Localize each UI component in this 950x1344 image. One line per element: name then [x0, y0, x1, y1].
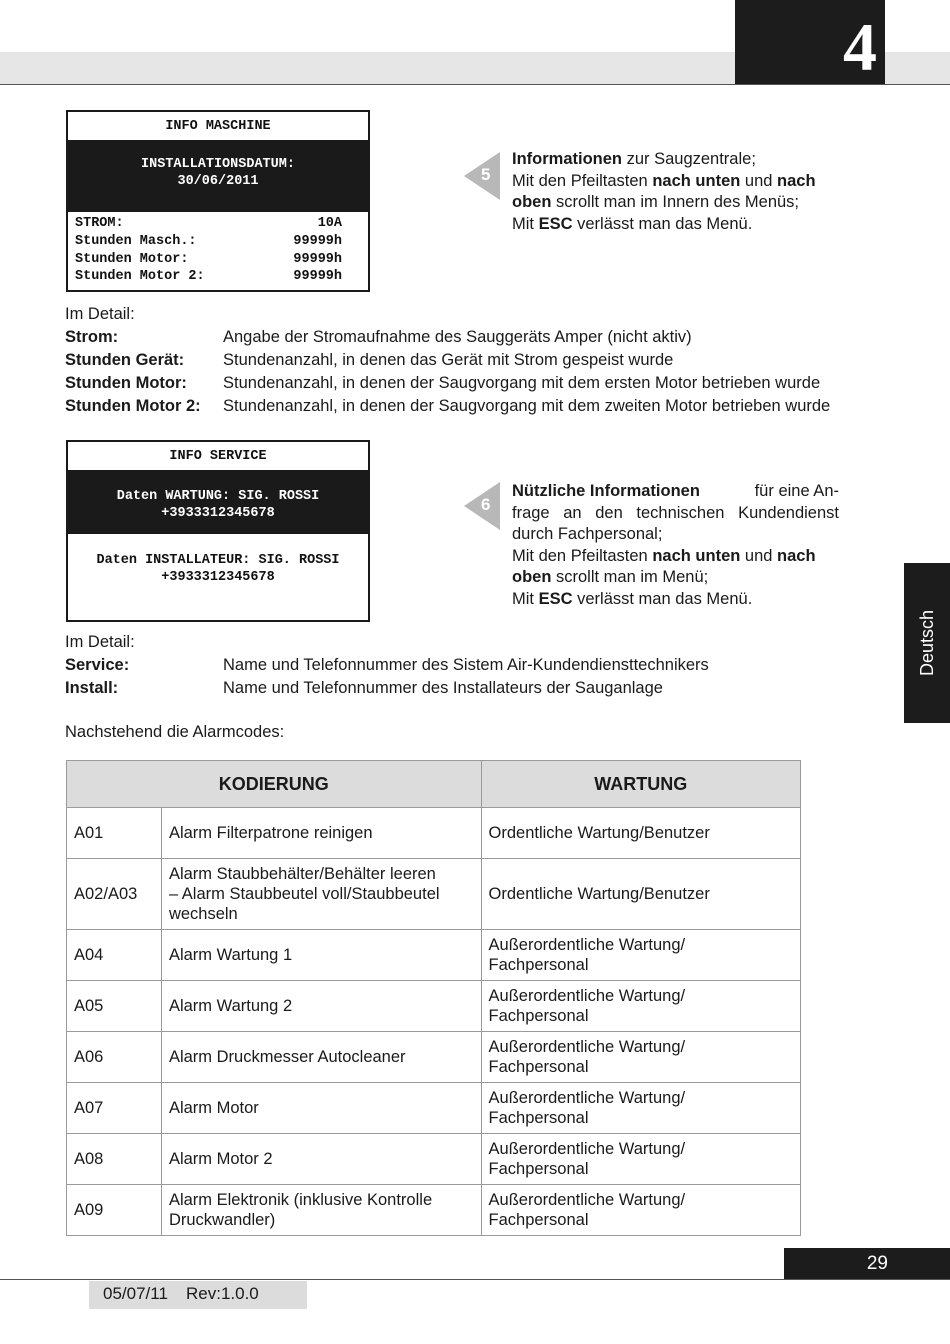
service-line: Außerordentliche Wartung/ [488, 1038, 686, 1056]
language-tab-label: Deutsch [917, 609, 937, 677]
info-maschine-screen [66, 110, 370, 292]
alarm-description: Alarm Filterpatrone reinigen [161, 808, 481, 859]
table-row [67, 1185, 801, 1236]
installation-date-label: INSTALLATIONSDATUM: [141, 157, 295, 172]
info-service-screen [66, 440, 370, 622]
info-maschine-title: INFO MASCHINE [165, 119, 271, 134]
alarm-description: Alarm Druckmesser Autocleaner [161, 1032, 481, 1083]
desc-bold: ESC [538, 589, 573, 608]
desc-text: und [740, 171, 778, 190]
alarm-intro: Nachstehend die Alarmcodes: [65, 723, 285, 741]
detail-row [65, 677, 709, 700]
desc-line: Druckwandler) [168, 1211, 276, 1229]
alarm-code: A01 [67, 808, 162, 859]
alarm-code: A08 [67, 1134, 162, 1185]
service-line: Außerordentliche Wartung/ [488, 987, 686, 1005]
detail-row [65, 349, 830, 372]
alarm-code-table [66, 760, 801, 1236]
value-label: Stunden Masch.: [75, 234, 197, 249]
revision-box [89, 1281, 307, 1309]
table-row [67, 859, 801, 930]
table-row [67, 930, 801, 981]
value-text: 99999h [293, 234, 342, 249]
service-contact-panel [68, 470, 368, 534]
detail-term: Install: [65, 679, 119, 697]
installation-date-panel [68, 140, 368, 212]
table-row [67, 1083, 801, 1134]
value-text: 10A [317, 216, 342, 231]
service-line: Fachpersonal [488, 1007, 589, 1025]
table-row [67, 1032, 801, 1083]
value-label: Stunden Motor: [75, 252, 189, 267]
alarm-code: A07 [67, 1083, 162, 1134]
detail-term: Stunden Motor: [65, 374, 187, 392]
desc-text: für eine An- [750, 482, 839, 500]
table-header-row [67, 761, 801, 808]
detail-def: Name und Telefonnummer des Installateurs der Sauganlage [223, 679, 663, 697]
info-service-title: INFO SERVICE [169, 449, 267, 464]
service-line: Fachpersonal [488, 1160, 589, 1178]
chapter-box [735, 0, 885, 84]
value-text: 99999h [293, 252, 342, 267]
desc-bold: Nützliche Informationen [512, 482, 700, 500]
desc-text: Mit [512, 589, 539, 608]
service-line: Fachpersonal [488, 1109, 589, 1127]
desc-line: Alarm Elektronik (inklusive Kontrolle [168, 1191, 433, 1209]
table-row [67, 1134, 801, 1185]
detail-def: Angabe der Stromaufnahme des Sauggeräts Amper (nicht aktiv) [223, 328, 692, 346]
detail-term: Service: [65, 656, 130, 674]
detail-def: Stundenanzahl, in denen der Saugvorgang mit dem ersten Motor betrieben wurde [223, 374, 821, 392]
desc-bold: oben [512, 193, 552, 211]
detail-row [65, 372, 830, 395]
value-row [68, 251, 368, 268]
alarm-description: Alarm Motor 2 [161, 1134, 481, 1185]
alarm-service: Ordentliche Wartung/Benutzer [481, 859, 800, 930]
alarm-code: A04 [67, 930, 162, 981]
language-tab [904, 563, 950, 723]
value-label: STROM: [75, 216, 124, 231]
desc-text: verlässt man das Menü. [572, 589, 753, 608]
desc-bold: nach unten [652, 546, 741, 565]
alarm-description: Alarm Wartung 2 [161, 981, 481, 1032]
step-6-description [512, 481, 839, 610]
value-text: 99999h [293, 269, 342, 284]
alarm-service [481, 1083, 800, 1134]
alarm-code: A09 [67, 1185, 162, 1236]
desc-text: scrollt man im Innern des Menüs; [551, 193, 800, 211]
detail-list-machine [65, 303, 830, 418]
value-row [68, 233, 368, 251]
desc-bold: Informationen [512, 150, 622, 168]
page-number: 29 [866, 1253, 888, 1274]
alarm-service [481, 1185, 800, 1236]
desc-bold: ESC [538, 214, 573, 233]
installer-contact-panel [68, 534, 368, 586]
value-row [68, 215, 368, 233]
desc-line: wechseln [168, 905, 238, 923]
desc-text: Mit den Pfeiltasten [512, 546, 653, 565]
detail-term: Stunden Motor 2: [65, 397, 201, 415]
desc-text: durch Fachpersonal; [512, 525, 663, 543]
alarm-service: Ordentliche Wartung/Benutzer [481, 808, 800, 859]
table-row [67, 808, 801, 859]
desc-bold: nach [777, 171, 816, 190]
detail-heading: Im Detail: [65, 305, 135, 323]
step-5-description [512, 149, 852, 235]
alarm-code: A06 [67, 1032, 162, 1083]
alarm-service [481, 1032, 800, 1083]
machine-values [68, 215, 368, 285]
desc-bold: oben [512, 568, 552, 586]
detail-def: Name und Telefonnummer des Sistem Air-Kundendiensttechnikers [223, 656, 709, 674]
service-line: Außerordentliche Wartung/ [488, 1191, 686, 1209]
service-contact-line: Daten WARTUNG: SIG. ROSSI [116, 489, 320, 504]
desc-text: Mit den Pfeiltasten [512, 171, 653, 190]
desc-text: scrollt man im Menü; [551, 568, 709, 586]
desc-text: Mit [512, 214, 539, 233]
service-line: Außerordentliche Wartung/ [488, 1089, 686, 1107]
service-line: Außerordentliche Wartung/ [488, 936, 686, 954]
step-6-number: 6 [481, 495, 491, 514]
column-header-wartung: WARTUNG [481, 761, 800, 808]
alarm-description: Alarm Motor [161, 1083, 481, 1134]
detail-row [65, 326, 830, 349]
detail-term: Stunden Gerät: [65, 351, 185, 369]
step-5-number: 5 [481, 165, 491, 184]
detail-def: Stundenanzahl, in denen das Gerät mit Strom gespeist wurde [223, 351, 674, 369]
installation-date-value: 30/06/2011 [177, 174, 259, 189]
detail-def: Stundenanzahl, in denen der Saugvorgang mit dem zweiten Motor betrieben wurde [223, 397, 831, 415]
service-line: Fachpersonal [488, 1058, 589, 1076]
chapter-number: 4 [843, 9, 877, 85]
alarm-code: A02/A03 [67, 859, 162, 930]
alarm-service [481, 981, 800, 1032]
desc-bold: nach [777, 546, 816, 565]
page-number-box [784, 1248, 950, 1279]
desc-line: – Alarm Staubbeutel voll/Staubbeutel [168, 885, 440, 903]
desc-text: und [740, 546, 778, 565]
installer-contact-line: Daten INSTALLATEUR: SIG. ROSSI [96, 553, 340, 568]
alarm-description: Alarm Wartung 1 [161, 930, 481, 981]
table-row [67, 981, 801, 1032]
service-phone: +3933312345678 [161, 506, 275, 521]
desc-bold: nach unten [652, 171, 741, 190]
service-line: Fachpersonal [488, 956, 589, 974]
installer-phone: +3933312345678 [161, 570, 275, 585]
revision-date: 05/07/11 [103, 1284, 168, 1303]
desc-line: Alarm Staubbehälter/Behälter leeren [168, 865, 436, 883]
alarm-code: A05 [67, 981, 162, 1032]
footer-rule [0, 1279, 950, 1280]
desc-text: zur Saugzentrale; [622, 150, 756, 168]
detail-term: Strom: [65, 328, 119, 346]
alarm-description [161, 1185, 481, 1236]
desc-text: verlässt man das Menü. [572, 214, 753, 233]
desc-text: frage an den technischen Kundendienst [512, 503, 839, 522]
detail-list-service [65, 631, 709, 700]
detail-heading: Im Detail: [65, 633, 135, 651]
detail-row [65, 654, 709, 677]
value-label: Stunden Motor 2: [75, 269, 205, 284]
column-header-kodierung: KODIERUNG [67, 761, 482, 808]
service-line: Fachpersonal [488, 1211, 589, 1229]
alarm-service [481, 1134, 800, 1185]
value-row [68, 268, 368, 285]
alarm-description [161, 859, 481, 930]
service-line: Außerordentliche Wartung/ [488, 1140, 686, 1158]
alarm-service [481, 930, 800, 981]
detail-row [65, 395, 830, 418]
revision-number: Rev:1.0.0 [186, 1284, 259, 1303]
